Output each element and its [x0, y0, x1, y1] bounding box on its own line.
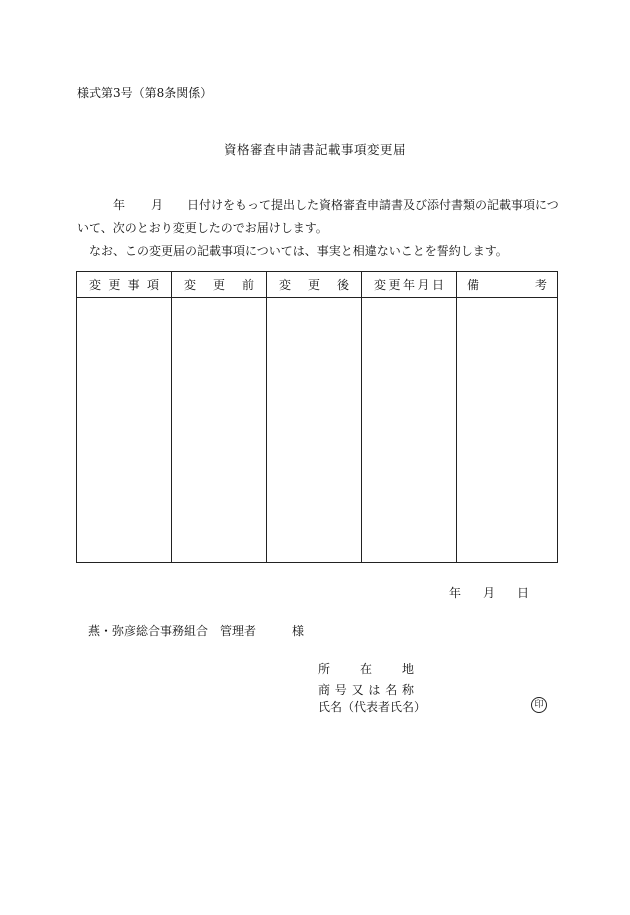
body-paragraph [77, 194, 557, 263]
cell-after-change[interactable] [267, 298, 362, 563]
body-date-month: 月 [151, 198, 164, 212]
addressee [88, 622, 304, 639]
body-line-2: いて、次のとおり変更したのでお届けします。 [77, 221, 328, 235]
body-line-3: なお、この変更届の記載事項については、事実と相違ないことを誓約します。 [89, 244, 508, 258]
body-date-year: 年 [113, 198, 126, 212]
header-change-date: 変 更 年 月 日 [362, 272, 457, 298]
date-day: 日 [517, 586, 530, 600]
table-header-row [77, 272, 558, 298]
changes-table [76, 271, 558, 563]
cell-change-item[interactable] [77, 298, 172, 563]
form-number: 様式第3号（第8条関係） [77, 86, 213, 100]
document-title: 資格審査申請書記載事項変更届 [223, 142, 406, 157]
addressee-role: 管理者 [220, 624, 257, 638]
submission-date [449, 584, 529, 601]
header-change-item: 変 更 事 項 [77, 272, 172, 298]
header-before-change: 変 更 前 [172, 272, 267, 298]
addressee-honorific: 様 [292, 624, 305, 638]
body-line-1 [77, 194, 557, 217]
cell-change-date[interactable] [362, 298, 457, 563]
cell-remarks[interactable] [457, 298, 558, 563]
body-line-1-text: 日付けをもって提出した資格審査申請書及び添付書類の記載事項につ [187, 198, 559, 212]
date-month: 月 [483, 586, 496, 600]
company-name-label: 商 号 又 は 名 称 [318, 683, 414, 697]
address-label: 所 在 地 [318, 662, 414, 676]
representative-name-label: 氏名（代表者氏名） [318, 700, 427, 714]
seal-mark-icon: 印 [531, 697, 547, 713]
addressee-organization: 燕・弥彦総合事務組合 [88, 624, 209, 638]
header-after-change: 変 更 後 [267, 272, 362, 298]
date-year: 年 [449, 586, 462, 600]
header-remarks: 備 考 [457, 272, 558, 298]
table-row [77, 298, 558, 563]
cell-before-change[interactable] [172, 298, 267, 563]
